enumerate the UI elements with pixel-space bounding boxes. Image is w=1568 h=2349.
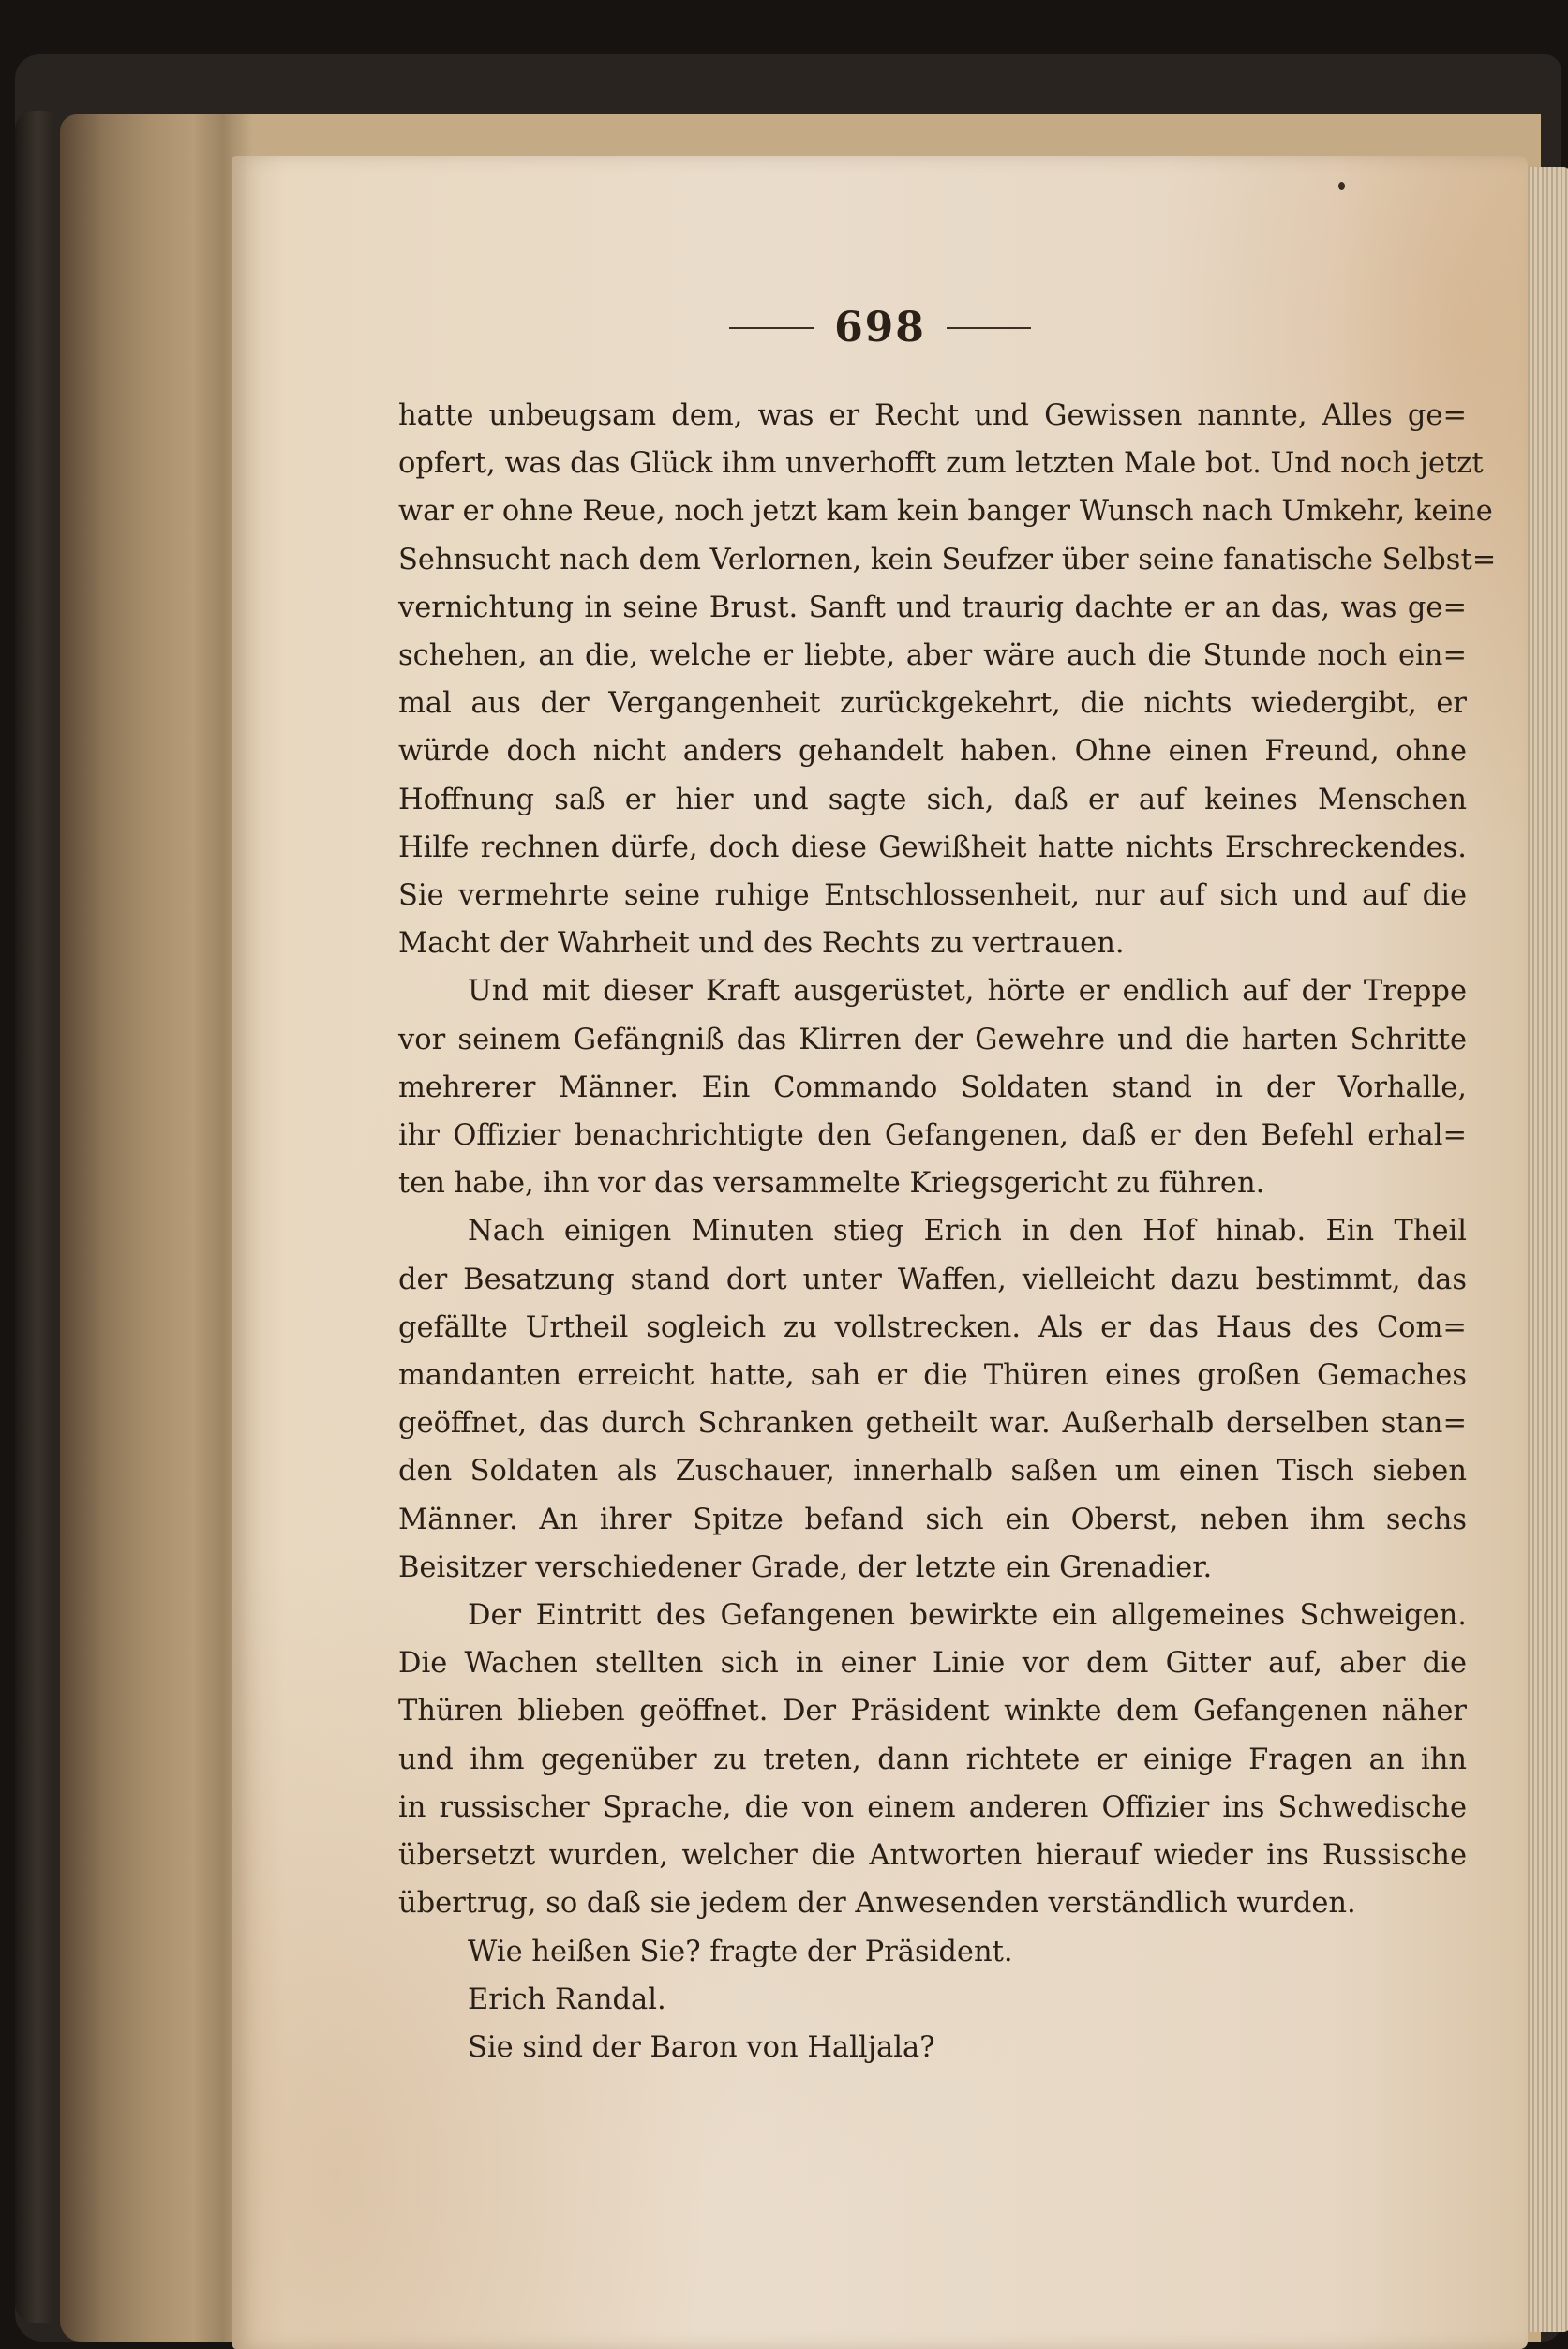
text-line: Wie heißen Sie? fragte der Präsident. xyxy=(468,1935,1013,1968)
text-line: hatte unbeugsam dem, was er Recht und Gewissen nannte, Alles ge= xyxy=(398,399,1467,432)
text-line: Thüren blieben geöffnet. Der Präsident winkte dem Gefangenen näher xyxy=(398,1695,1467,1728)
text-line: Hilfe rechnen dürfe, doch diese Gewißheit hatte nichts Erschreckendes. xyxy=(398,830,1467,864)
text-line: gefällte Urtheil sogleich zu vollstrecken. Als er das Haus des Com= xyxy=(398,1310,1467,1344)
text-line: vernichtung in seine Brust. Sanft und traurig dachte er an das, was ge= xyxy=(398,591,1467,624)
text-line: übertrug, so daß sie jedem der Anwesenden verständlich wurden. xyxy=(398,1887,1356,1921)
text-line: Macht der Wahrheit und des Rechts zu vertrauen. xyxy=(398,927,1125,961)
text-line: schehen, an die, welche er liebte, aber wäre auch die Stunde noch ein= xyxy=(398,639,1467,673)
ink-spot xyxy=(1338,182,1345,190)
text-line: Hoffnung saß er hier und sagte sich, daß er auf keines Menschen xyxy=(398,783,1467,816)
text-line: mandanten erreicht hatte, sah er die Thüren eines großen Gemaches xyxy=(398,1359,1467,1393)
body-text xyxy=(398,392,1497,2072)
text-line: Und mit dieser Kraft ausgerüstet, hörte er endlich auf der Treppe xyxy=(468,975,1467,1009)
text-line: Männer. An ihrer Spitze befand sich ein Oberst, neben ihm sechs xyxy=(398,1503,1467,1536)
text-line: mehrerer Männer. Ein Commando Soldaten stand in der Vorhalle, xyxy=(398,1070,1467,1104)
text-line: Erich Randal. xyxy=(468,1982,666,2016)
text-line: den Soldaten als Zuschauer, innerhalb saßen um einen Tisch sieben xyxy=(398,1455,1467,1489)
page-right-edges xyxy=(1528,167,1568,2332)
text-line: Sie vermehrte seine ruhige Entschlossenheit, nur auf sich und auf die xyxy=(398,879,1467,913)
text-line: Beisitzer verschiedener Grade, der letzte ein Grenadier. xyxy=(398,1550,1213,1584)
text-line: Der Eintritt des Gefangenen bewirkte ein allgemeines Schweigen. xyxy=(468,1599,1467,1633)
page-header xyxy=(232,304,1528,352)
text-line: vor seinem Gefängniß das Klirren der Gewehre und die harten Schritte xyxy=(398,1023,1467,1056)
header-rule-left xyxy=(729,327,814,329)
text-line: Sie sind der Baron von Halljala? xyxy=(468,2030,935,2064)
text-line: mal aus der Vergangenheit zurückgekehrt, die nichts wiedergibt, er xyxy=(398,687,1467,721)
header-rule-right xyxy=(947,327,1031,329)
book-page xyxy=(232,156,1528,2349)
text-line: opfert, was das Glück ihm unverhofft zum letzten Male bot. Und noch jetzt xyxy=(398,447,1484,481)
text-line: der Besatzung stand dort unter Waffen, vielleicht dazu bestimmt, das xyxy=(398,1263,1467,1296)
text-line: geöffnet, das durch Schranken getheilt war. Außerhalb derselben stan= xyxy=(398,1407,1467,1441)
page-number: 698 xyxy=(834,304,926,352)
text-line: Sehnsucht nach dem Verlornen, kein Seufzer über seine fanatische Selbst= xyxy=(398,543,1497,576)
book xyxy=(15,54,1561,2342)
text-line: ihr Offizier benachrichtigte den Gefangenen, daß er den Befehl erhal= xyxy=(398,1119,1467,1153)
text-line: und ihm gegenüber zu treten, dann richtete er einige Fragen an ihn xyxy=(398,1743,1467,1776)
text-line: Die Wachen stellten sich in einer Linie vor dem Gitter auf, aber die xyxy=(398,1647,1467,1681)
text-line: übersetzt wurden, welcher die Antworten hierauf wieder ins Russische xyxy=(398,1839,1467,1873)
text-line: ten habe, ihn vor das versammelte Kriegsgericht zu führen. xyxy=(398,1167,1265,1201)
book-spine-edge xyxy=(15,111,52,2323)
text-line: in russischer Sprache, die von einem anderen Offizier ins Schwedische xyxy=(398,1790,1467,1824)
text-line: würde doch nicht anders gehandelt haben. Ohne einen Freund, ohne xyxy=(398,735,1467,769)
text-line: Nach einigen Minuten stieg Erich in den Hof hinab. Ein Theil xyxy=(468,1215,1467,1249)
text-line: war er ohne Reue, noch jetzt kam kein banger Wunsch nach Umkehr, keine xyxy=(398,495,1493,529)
